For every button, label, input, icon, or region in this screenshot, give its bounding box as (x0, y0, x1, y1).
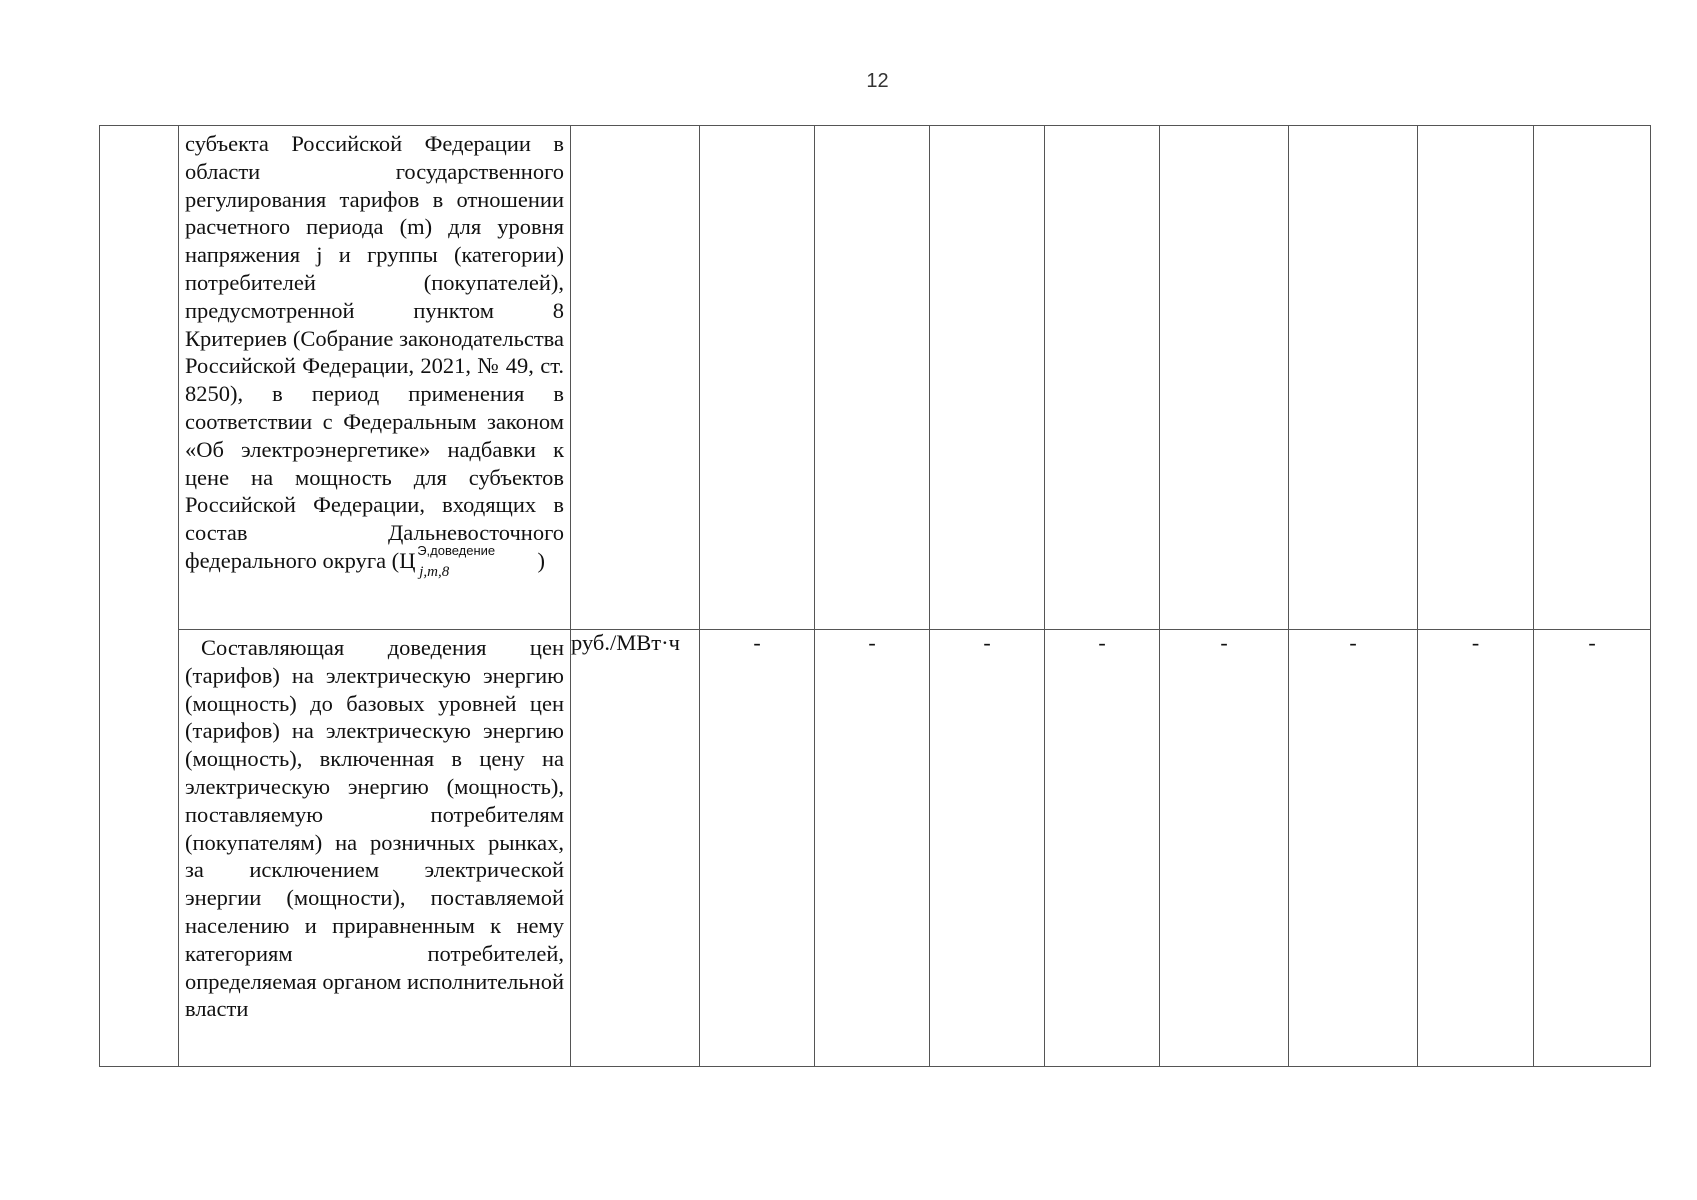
row2-description: Составляющая доведения цен (тарифов) на электрическую энергию (мощность) до базовых уровней цен (тарифов) на электрическую энергию (мощность), включенная в цену на электрическую энергию (мощность), поставляемую потребителям (покупателям) на розничных рынках, за исключением электрической энергии (мощности), поставляемой населению и приравненным к нему категориям потребителей, определяемая органом исполнительной власти (185, 635, 564, 1022)
tariff-table (99, 125, 1651, 1067)
formula-subscript: j,m,8 (419, 563, 450, 580)
description-cell (179, 630, 571, 1067)
value-cell (1045, 126, 1160, 630)
value-cell (700, 126, 815, 630)
unit-cell (571, 126, 700, 630)
formula-base: Ц (399, 547, 416, 573)
value-cell (1534, 126, 1651, 630)
value-cell (930, 126, 1045, 630)
value-cell (1418, 126, 1534, 630)
value-cell: - (1160, 630, 1289, 1067)
number-cell (100, 126, 179, 1067)
value-cell: - (1534, 630, 1651, 1067)
row1-description-end: ) (537, 547, 545, 573)
price-formula (399, 542, 537, 580)
description-cell (179, 126, 571, 630)
unit-cell: руб./МВт·ч (571, 630, 700, 1067)
value-cell: - (815, 630, 930, 1067)
value-cell (1160, 126, 1289, 630)
value-cell: - (1418, 630, 1534, 1067)
value-cell (815, 126, 930, 630)
table-row (100, 126, 1651, 630)
table-row (100, 630, 1651, 1067)
value-cell: - (930, 630, 1045, 1067)
value-cell: - (1289, 630, 1418, 1067)
value-cell: - (1045, 630, 1160, 1067)
formula-superscript: Э,доведение (417, 542, 496, 558)
value-cell: - (700, 630, 815, 1067)
row1-description: субъекта Российской Федерации в области государственного регулирования тарифов в отношении расчетного периода (m) для уровня напряжения j и группы (категории) потребителей (покупателей), предусмотренной пунктом 8 Критериев (Собрание законодательства Российской Федерации, 2021, № 49, ст. 8250), в период применения в соответствии с Федеральным законом «Об электроэнергетике» надбавки к цене на мощность для субъектов Российской Федерации, входящих в состав Дальневосточного федерального округа ( (185, 131, 564, 573)
value-cell (1289, 126, 1418, 630)
page-number: 12 (866, 70, 889, 92)
